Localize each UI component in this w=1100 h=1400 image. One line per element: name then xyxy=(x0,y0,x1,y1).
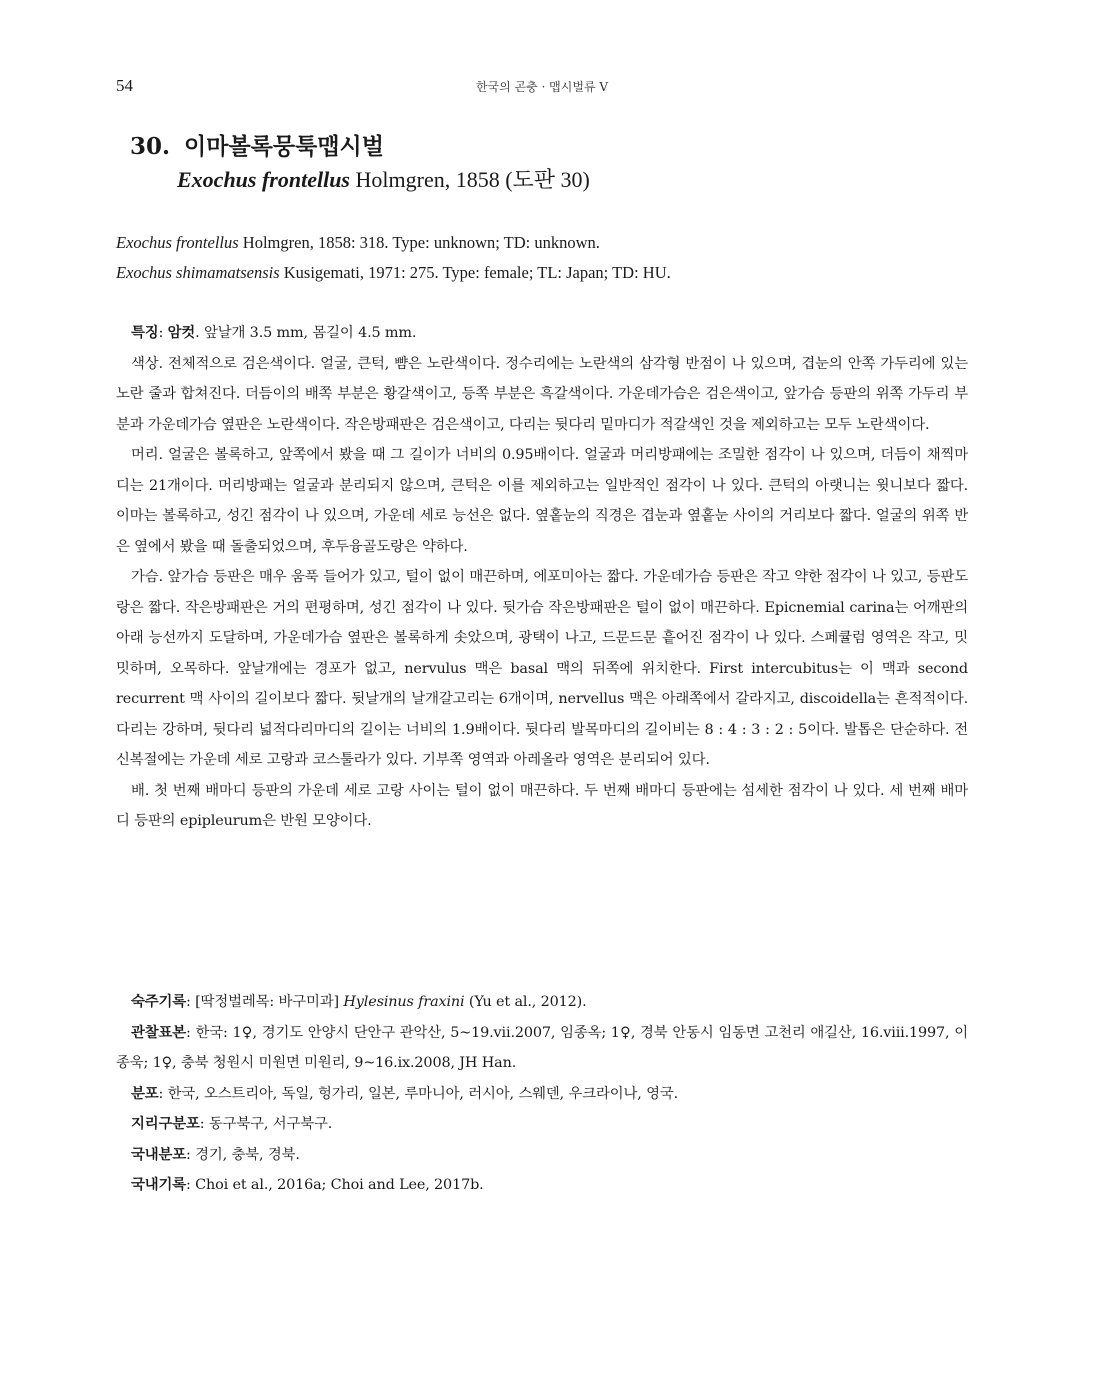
domestic-records-label: 국내기록 xyxy=(131,1176,187,1193)
thorax-paragraph: 가슴. 앞가슴 등판은 매우 움푹 들어가 있고, 털이 없이 매끈하며, 에포미아는 짧다. 가운데가슴 등판은 작고 약한 점각이 나 있고, 등판도랑은 짧다. 작은방패판은 거의 편평하며, 성긴 점각이 나 있다. 뒷가슴 작은방패판은 털이 없이 매끈하다. Epicnemial carina는 어깨판의 아래 능선까지 도달하며, 가운데가슴 옆판은 볼록하게 솟았으며, 광택이 나고, 드문드문 흩어진 점각이 나 있다. 스페큘럼 영역은 작고, 밋밋하며, 오목하다. 앞날개에는 경포가 없고, nervulus 맥은 basal 맥의 뒤쪽에 위치한다. First intercubitus는 이 맥과 second recurrent 맥 사이의 길이보다 짧다. 뒷날개의 날개갈고리는 6개이며, nervellus 맥은 아래쪽에서 갈라지고, discoidella는 흔적적이다. 다리는 강하며, 뒷다리 넓적다리마디의 길이는 너비의 1.9배이다. 뒷다리 발목마디의 길이비는 8 : 4 : 3 : 2 : 5이다. 발톱은 단순하다. 전신복절에는 가운데 세로 고랑과 코스툴라가 있다. 기부쪽 영역과 아레올라 영역은 분리되어 있다. xyxy=(116,569,968,768)
description-section xyxy=(116,318,968,837)
domestic-records xyxy=(116,1170,968,1201)
records-section xyxy=(116,987,968,1201)
feature-label: 특징 xyxy=(131,324,159,341)
domestic-distribution-text: : 경기, 충북, 경북. xyxy=(186,1146,300,1163)
title-korean-line xyxy=(130,132,970,162)
material-text: : 한국: 1♀, 경기도 안양시 단안구 관악산, 5~19.vii.2007, 임종옥; 1♀, 경북 안동시 임동면 고천리 애길산, 16.viii.1997, 이종욱; 1♀, 충북 청원시 미원면 미원리, 9~16.ix.2008, JH Han. xyxy=(116,1024,968,1071)
feature-text: . 앞날개 3.5 mm, 몸길이 4.5 mm. xyxy=(195,325,417,341)
plate-reference: (도판 30) xyxy=(499,167,590,192)
host-record xyxy=(116,987,968,1018)
material-label: 관찰표본 xyxy=(131,1023,187,1041)
domestic-records-text: : Choi et al., 2016a; Choi and Lee, 2017b. xyxy=(186,1177,484,1193)
zoogeography xyxy=(116,1109,968,1140)
host-label: 숙주기록 xyxy=(131,993,187,1010)
synonym-list xyxy=(116,228,976,288)
synonym-name: Exochus shimamatsensis xyxy=(116,263,280,282)
material-examined xyxy=(116,1018,968,1079)
distribution-text: : 한국, 오스트리아, 독일, 헝가리, 일본, 루마니아, 러시아, 스웨덴, 우크라이나, 영국. xyxy=(158,1085,678,1102)
color-paragraph: 색상. 전체적으로 검은색이다. 얼굴, 큰턱, 뺨은 노란색이다. 정수리에는 노란색의 삼각형 반점이 나 있으며, 겹눈의 안쪽 가두리에 있는 노란 줄과 합쳐진다. 더듬이의 배쪽 부분은 황갈색이고, 등쪽 부분은 흑갈색이다. 가운데가슴은 검은색이고, 앞가슴 등판의 위쪽 가두리 부분과 가운데가슴 옆판은 노란색이다. 작은방패판은 검은색이고, 다리는 뒷다리 밑마디가 적갈색인 것을 제외하고는 모두 노란색이다. xyxy=(116,355,968,433)
domestic-distribution-label: 국내분포 xyxy=(131,1145,187,1163)
zoogeography-label: 지리구분포 xyxy=(131,1115,200,1132)
domestic-distribution xyxy=(116,1140,968,1171)
host-citation: (Yu et al., 2012). xyxy=(464,994,587,1010)
running-title: 한국의 곤충 · 맵시벌류 V xyxy=(475,80,609,94)
author-year: Holmgren, 1858 xyxy=(350,167,500,192)
zoogeography-text: : 동구북구, 서구북구. xyxy=(199,1116,333,1132)
feature-line: 특징: 암컷. 앞날개 3.5 mm, 몸길이 4.5 mm. xyxy=(131,324,417,341)
head-paragraph: 머리. 얼굴은 볼록하고, 앞쪽에서 봤을 때 그 길이가 너비의 0.95배이다. 얼굴과 머리방패에는 조밀한 점각이 나 있으며, 더듬이 채찍마디는 21개이다. 머리방패는 얼굴과 분리되지 않으며, 큰턱은 이를 제외하고는 일반적인 점각이 나 있다. 큰턱의 아랫니는 윗니보다 짧다. 이마는 볼록하고, 성긴 점각이 나 있으며, 가운데 세로 능선은 없다. 옆홑눈의 직경은 겹눈과 옆홑눈 사이의 거리보다 짧다. 얼굴의 위쪽 반은 옆에서 봤을 때 돌출되었으며, 후두융골도랑은 약하다. xyxy=(116,447,968,555)
host-species: Hylesinus fraxini xyxy=(343,994,465,1010)
synonym-entry xyxy=(116,258,976,288)
page-number: 54 xyxy=(116,76,133,95)
synonym-name: Exochus frontellus xyxy=(116,233,239,252)
species-number: 30. xyxy=(130,133,171,160)
title-scientific-line xyxy=(177,162,970,198)
scientific-name: Exochus frontellus xyxy=(177,167,350,192)
species-title xyxy=(130,132,970,198)
page-header xyxy=(116,76,968,100)
synonym-entry xyxy=(116,228,976,258)
abdomen-paragraph: 배. 첫 번째 배마디 등판의 가운데 세로 고랑 사이는 털이 없이 매끈하다. 두 번째 배마디 등판에는 섬세한 점각이 나 있다. 세 번째 배마디 등판의 epipleurum은 반원 모양이다. xyxy=(116,782,968,829)
sex-label: 암컷 xyxy=(167,324,196,341)
synonym-citation: Holmgren, 1858: 318. Type: unknown; TD: unknown. xyxy=(238,233,600,252)
synonym-citation: Kusigemati, 1971: 275. Type: female; TL: Japan; TD: HU. xyxy=(279,263,671,282)
distribution-label: 분포 xyxy=(131,1084,159,1102)
host-group: : [딱정벌레목: 바구미과] xyxy=(186,994,344,1010)
distribution xyxy=(116,1079,968,1110)
korean-name: 이마볼록뭉툭맵시벌 xyxy=(184,133,384,160)
